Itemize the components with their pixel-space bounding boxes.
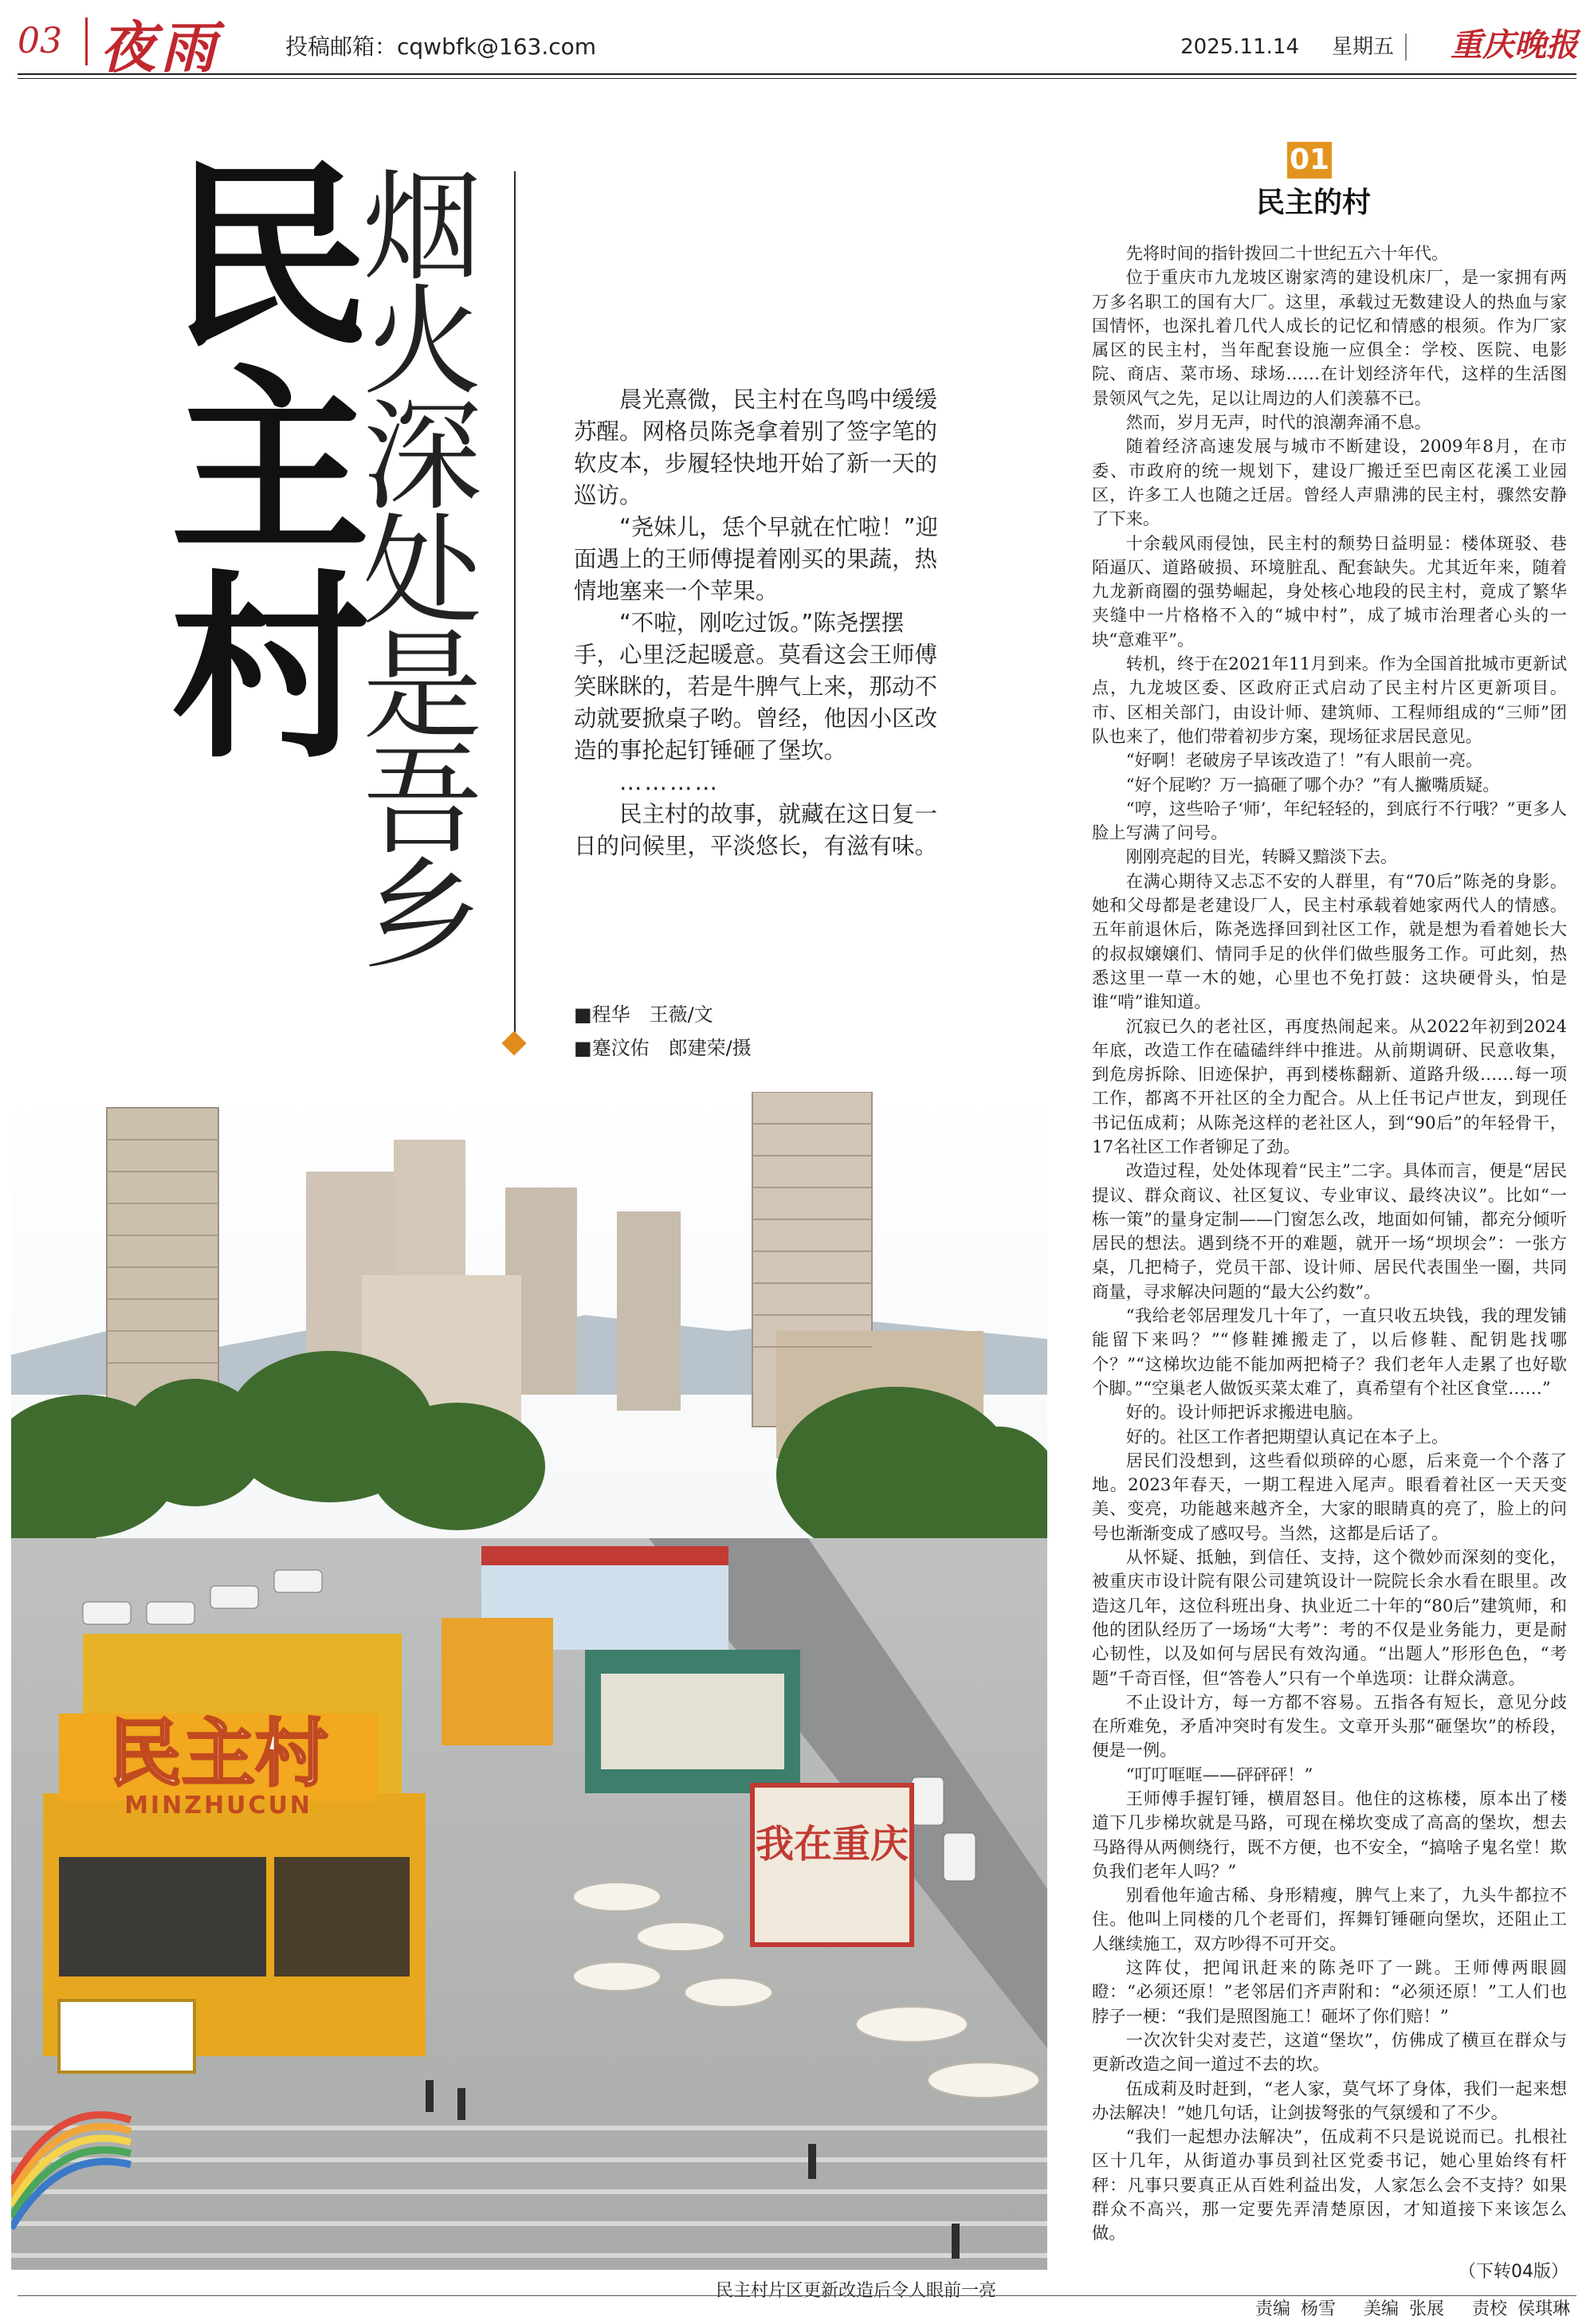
container-building-yellow: [43, 1634, 426, 2072]
article-paragraph: 随着经济高速发展与城市不断建设，2009年8月，在市委、市政府的统一规划下，建设厂搬迁至巴南区花溪工业园区，许多工人也随之迁居。曾经人声鼎沸的民主村，骤然安静了下来。: [1092, 437, 1567, 530]
lead-paragraph: 晨光熹微，民主村在鸟鸣中缓缓苏醒。网格员陈尧拿着别了签字笔的软皮本，步履轻快地开始了新一天的巡访。: [574, 387, 938, 508]
lead-paragraph: “不啦，刚吃过饭。”陈尧摆摆手，心里泛起暖意。莫看这会王师傅笑眯眯的，若是牛脾气上来，那动不动就要掀桌子哟。曾经，他因小区改造的事抡起钉锤砸了堡坎。: [574, 610, 938, 764]
newspaper-logo: 重庆晚报: [1451, 26, 1578, 64]
credit-proofreader: 责校 侯琪琳: [1472, 2299, 1570, 2319]
footer-rule: [18, 2295, 1576, 2296]
article-paragraph: 居民们没想到，这些看似琐碎的心愿，后来竟一个个落了地。2023年春天，一期工程进入尾声。眼看着社区一天天变美、变亮，功能越来越齐全，大家的眼睛真的亮了，脸上的问号也渐渐变成了感叹号。当然，这都是后话了。: [1092, 1451, 1567, 1544]
article-paragraph: 从怀疑、抵触，到信任、支持，这个微妙而深刻的变化，被重庆市设计院有限公司建筑设计一院院长余水看在眼里。改造这几年，这位科班出身、执业近二十年的“80后”建筑师，和他的团队经历了一场场“大考”：考的不仅是业务能力，更是耐心韧性，以及如何与居民有效沟通。“出题人”形形色色，“考题”千奇百怪，但“答卷人”只有一个单选项：让群众满意。: [1092, 1548, 1567, 1689]
article-paragraph: 改造过程，处处体现着“民主”二字。具体而言，便是“居民提议、群众商议、社区复议、专业审议、最终决议”。比如“一栋一策”的量身定制——门窗怎么改，地面如何铺，都充分倾听居民的想法。遇到绕不开的难题，就开一场“坝坝会”：一张方桌，几把椅子，党员干部、设计师、居民代表围坐一圈，共同商量，寻求解决问题的“最大公约数”。: [1092, 1161, 1567, 1302]
headline-sub: 烟火深处是吾乡: [342, 163, 481, 967]
service-roof-stripe: [481, 1546, 728, 1565]
page-header: [0, 0, 1594, 104]
article-paragraph: “叮叮哐哐——砰砰砰！”: [1125, 1765, 1313, 1785]
footer-credits: [1238, 2298, 1570, 2321]
section-number-badge: 01: [1287, 142, 1332, 179]
article-paragraph: 这阵仗，把闻讯赶来的陈尧吓了一跳。王师傅两眼圆瞪：“必须还原！”老邻居们齐声附和：“必须还原！”工人们也脖子一梗：“我们是照图施工！砸坏了你们赔！”: [1092, 1958, 1567, 2027]
credit-editor: 责编 杨雪: [1255, 2299, 1336, 2319]
article-paragraph: 伍成莉及时赶到，“老人家，莫气坏了身体，我们一起来想办法解决！”她几句话，让剑拔弩张的气氛缓和了不少。: [1092, 2079, 1567, 2123]
article-paragraph: “我们一起想办法解决”，伍成莉不只是说说而已。扎根社区十几年，从街道办事员到社区党委书记，她心里始终有杆秤：凡事只要真正从百姓利益出发，人家怎么会不支持？如果群众不高兴，那一定要先弄清楚原因，才知道接下来该怎么做。: [1092, 2127, 1567, 2244]
article-paragraph: 十余载风雨侵蚀，民主村的颓势日益明显：楼体斑驳、巷陌逼仄、道路破损、环境脏乱、配套缺失。尤其近年来，随着九龙新商圈的强势崛起，身处核心地段的民主村，竟成了繁华夹缝中一片格格不入的“城中村”，成了城市治理者心头的一块“意难平”。: [1092, 533, 1567, 650]
photo-caption: 民主村片区更新改造后令人眼前一亮: [716, 2281, 997, 2301]
issue-date: 2025.11.14: [1180, 35, 1299, 59]
article-paragraph: 王师傅手握钉锤，横眉怒目。他住的这栋楼，原本出了楼道下几步梯坎就是马路，可现在梯坎变成了高高的堡坎，想去马路得从两侧绕行，既不方便，也不安全，“搞啥子鬼名堂！欺负我们老年人吗？”: [1092, 1789, 1567, 1882]
article-paragraph: 好的。社区工作者把期望认真记在本子上。: [1125, 1427, 1449, 1447]
article-paragraph: 然而，岁月无声，时代的浪潮奔涌不息。: [1125, 413, 1431, 434]
header-rule: [18, 73, 1576, 75]
article-paragraph: 沉寂已久的老社区，再度热闹起来。从2022年初到2024年底，改造工作在磕磕绊绊中推进。从前期调研、民意收集，到危房拆除、旧迹保护，再到楼栋翻新、道路升级……每一项工作，都离不开社区的全力配合。从上任书记卢世友，到现任书记伍成莉；从陈尧这样的老社区人，到“90后”的年轻骨干，17名社区工作者铆足了劲。: [1092, 1016, 1567, 1157]
header-rule-thin: [18, 78, 1576, 79]
article-paragraph: “哼，这些哈子‘师’，年纪轻轻的，到底行不行哦？”更多人脸上写满了问号。: [1092, 799, 1567, 844]
article-paragraph: “我给老邻居理发几十年了，一直只收五块钱，我的理发铺能留下来吗？”“修鞋摊搬走了，以后修鞋、配钥匙找哪个？”“这梯坎边能不能加两把椅子？我们老年人走累了也好歇个脚。”“空巢老人做饭买菜太难了，真希望有个社区食堂……”: [1092, 1306, 1567, 1399]
feature-photo: [11, 1092, 1047, 2270]
lead-paragraph: 民主村的故事，就藏在这日复一日的问候里，平淡悠长，有滋有味。: [574, 801, 938, 859]
byline: [574, 1000, 752, 1067]
title-divider: [514, 171, 516, 1040]
article-paragraph: 先将时间的指针拨回二十世纪五六十年代。: [1125, 244, 1449, 264]
article-paragraph: “好啊！老破房子早该改造了！”有人眼前一亮。: [1125, 751, 1483, 771]
article-body: [1092, 242, 1567, 2247]
continued-note: （下转04版）: [1459, 2262, 1568, 2282]
article-paragraph: 位于重庆市九龙坡区谢家湾的建设机床厂，是一家拥有两万多名职工的国有大厂。这里，承载过无数建设人的热血与家国情怀，也深扎着几代人成长的记忆和情感的根须。作为厂家属区的民主村，当年配套设施一应俱全：学校、医院、电影院、商店、菜市场、球场……在计划经济年代，这样的生活图景领风气之先，足以让周边的人们羡慕不已。: [1092, 268, 1567, 409]
article-paragraph: “好个屁哟？万一搞砸了哪个办？”有人撇嘴质疑。: [1125, 775, 1500, 795]
page-number: 03: [18, 18, 88, 65]
sign-pinyin: MINZHUCUN: [124, 1792, 312, 1820]
teal-pavilion-panel: [601, 1674, 784, 1769]
article-paragraph: 刚刚亮起的目光，转瞬又黯淡下去。: [1125, 847, 1398, 868]
article-paragraph: 别看他年逾古稀、身形精瘦，脾气上来了，九头牛都拉不住。他叫上同楼的几个老哥们，挥舞钉锤砸向堡坎，还阻止工人继续施工，双方吵得不可开交。: [1092, 1886, 1567, 1954]
contribute-email: 投稿邮箱：cqwbfk@163.com: [285, 33, 597, 60]
section-name: 夜雨: [100, 14, 221, 80]
credit-designer: 美编 张展: [1364, 2299, 1444, 2319]
article-paragraph: 一次次针尖对麦芒，这道“堡坎”，仿佛成了横亘在群众与更新改造之间一道过不去的坎。: [1092, 2030, 1567, 2075]
headline-main: 民主村: [137, 151, 371, 768]
article-paragraph: 不止设计方，每一方都不容易。五指各有短长，意见分歧在所难免，矛盾冲突时有发生。文章开头那“砸堡坎”的桥段，便是一例。: [1092, 1692, 1567, 1761]
issue-weekday: 星期五: [1332, 33, 1407, 61]
article-paragraph: 在满心期待又忐忑不安的人群里，有“70后”陈尧的身影。她和父母都是老建设厂人，民主村承载着她家两代人的情感。五年前退休后，陈尧选择回到社区工作，就是想为看着她长大的叔叔嬢嬢们、情同手足的伙伴们做些服务工作。可此刻，热悉这里一草一木的她，心里也不免打鼓：这块硬骨头，怕是谁“啃”谁知道。: [1092, 871, 1567, 1013]
byline-writers: ■程华 王薇/文: [574, 1003, 713, 1026]
byline-photographers: ■蹇汶佑 郎建荣/摄: [574, 1037, 752, 1059]
stall-sign: 我在重庆: [755, 1822, 909, 1867]
section-title: 民主的村: [1255, 186, 1371, 219]
diamond-ornament: [501, 1030, 526, 1055]
article-paragraph: 转机，终于在2021年11月到来。作为全国首批城市更新试点，九龙坡区委、区政府正式启动了民主村片区更新项目。市、区相关部门，由设计师、建筑师、工程师组成的“三师”团队也来了，他们带着初步方案，现场征求居民意见。: [1092, 654, 1567, 747]
lead-text: [574, 384, 948, 862]
small-container: [442, 1618, 553, 1745]
lead-paragraph: “尧妹儿，恁个早就在忙啦！”迎面遇上的王师傅提着刚买的果蔬，热情地塞来一个苹果。: [574, 514, 939, 604]
sign-main-text: 民主村: [108, 1710, 329, 1796]
lead-ellipsis: …………: [619, 769, 720, 795]
article-paragraph: 好的。设计师把诉求搬进电脑。: [1125, 1403, 1364, 1423]
